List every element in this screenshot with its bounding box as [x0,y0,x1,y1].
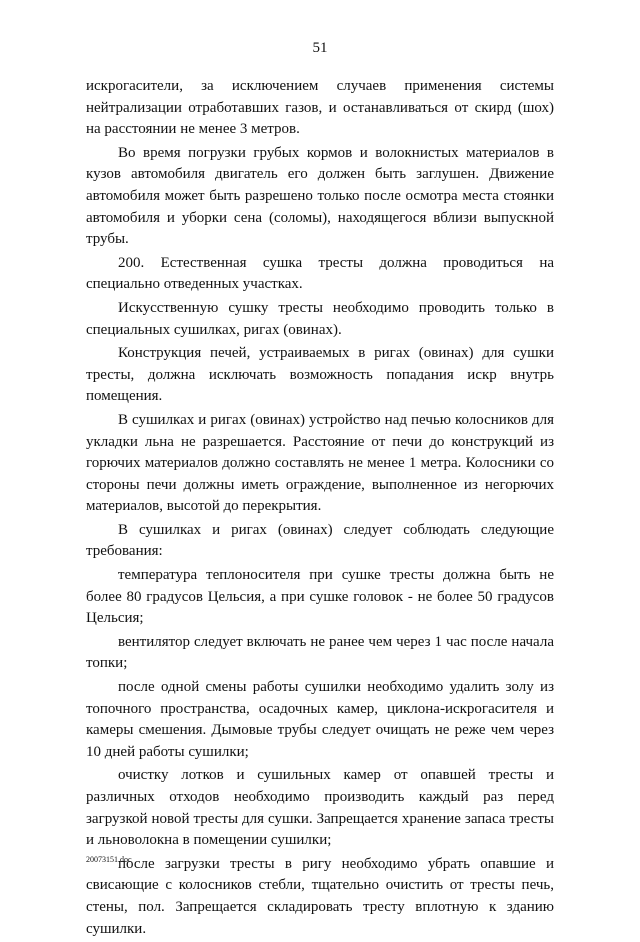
document-body [86,76,554,942]
list-item-tray-cleaning: очистку лотков и сушильных камер от опавшей тресты и различных отходов необходимо производить каждый раз перед загрузкой новой тресты для сушки. Запрещается хранение запаса тресты и льноволокна в помещении сушилки; [86,767,554,849]
paragraph-200-natural-drying: 200. Естественная сушка тресты должна проводиться на специально отведенных участках. [86,254,554,293]
list-item-temperature: температура теплоносителя при сушке тресты должна быть не более 80 градусов Цельсия, а при сушке головок - не более 50 градусов Цельсия; [86,567,554,627]
footer-filename: 20073151.doc [86,855,132,864]
paragraph-loading-forage: Во время погрузки грубых кормов и волокнистых материалов в кузов автомобиля двигатель его должен быть заглушен. Движение автомобиля может быть разрешено только после осмотра места стоянки автомобиля и уборки сена (соломы), находящегося вблизи выпускной трубы. [86,144,554,248]
list-item-fan: вентилятор следует включать не ранее чем через 1 час после начала топки; [86,633,554,672]
paragraph-artificial-drying: Искусственную сушку тресты необходимо проводить только в специальных сушилках, ригах (овинах). [86,299,554,338]
list-item-after-loading: после загрузки тресты в ригу необходимо убрать опавшие и свисающие с колосников стебли, тщательно очистить от тресты печь, стены, пол. Запрещается складировать тресту вплотную к зданию сушилки. [86,855,554,937]
paragraph-oven-construction: Конструкция печей, устраиваемых в ригах (овинах) для сушки тресты, должна исключать возможность попадания искр внутрь помещения. [86,345,554,405]
paragraph-continuation: искрогасители, за исключением случаев применения системы нейтрализации отработавших газов, и останавливаться от скирд (шох) на расстоянии не менее 3 метров. [86,78,554,138]
page-number: 51 [312,40,328,56]
paragraph-requirements-intro: В сушилках и ригах (овинах) следует соблюдать следующие требования: [86,521,554,560]
paragraph-grates: В сушилках и ригах (овинах) устройство над печью колосников для укладки льна не разрешается. Расстояние от печи до конструкций из горючих материалов должно составлять не менее 1 метра. Колосники со стороны печи должны иметь ограждение, выполненное из негорючих материалов, высотой до перекрытия. [86,411,554,515]
list-item-ash-removal: после одной смены работы сушилки необходимо удалить золу из топочного пространства, осадочных камер, циклона-искрогасителя и камеры смешения. Дымовые трубы следует очищать не реже чем через 10 дней работы сушилки; [86,679,554,760]
